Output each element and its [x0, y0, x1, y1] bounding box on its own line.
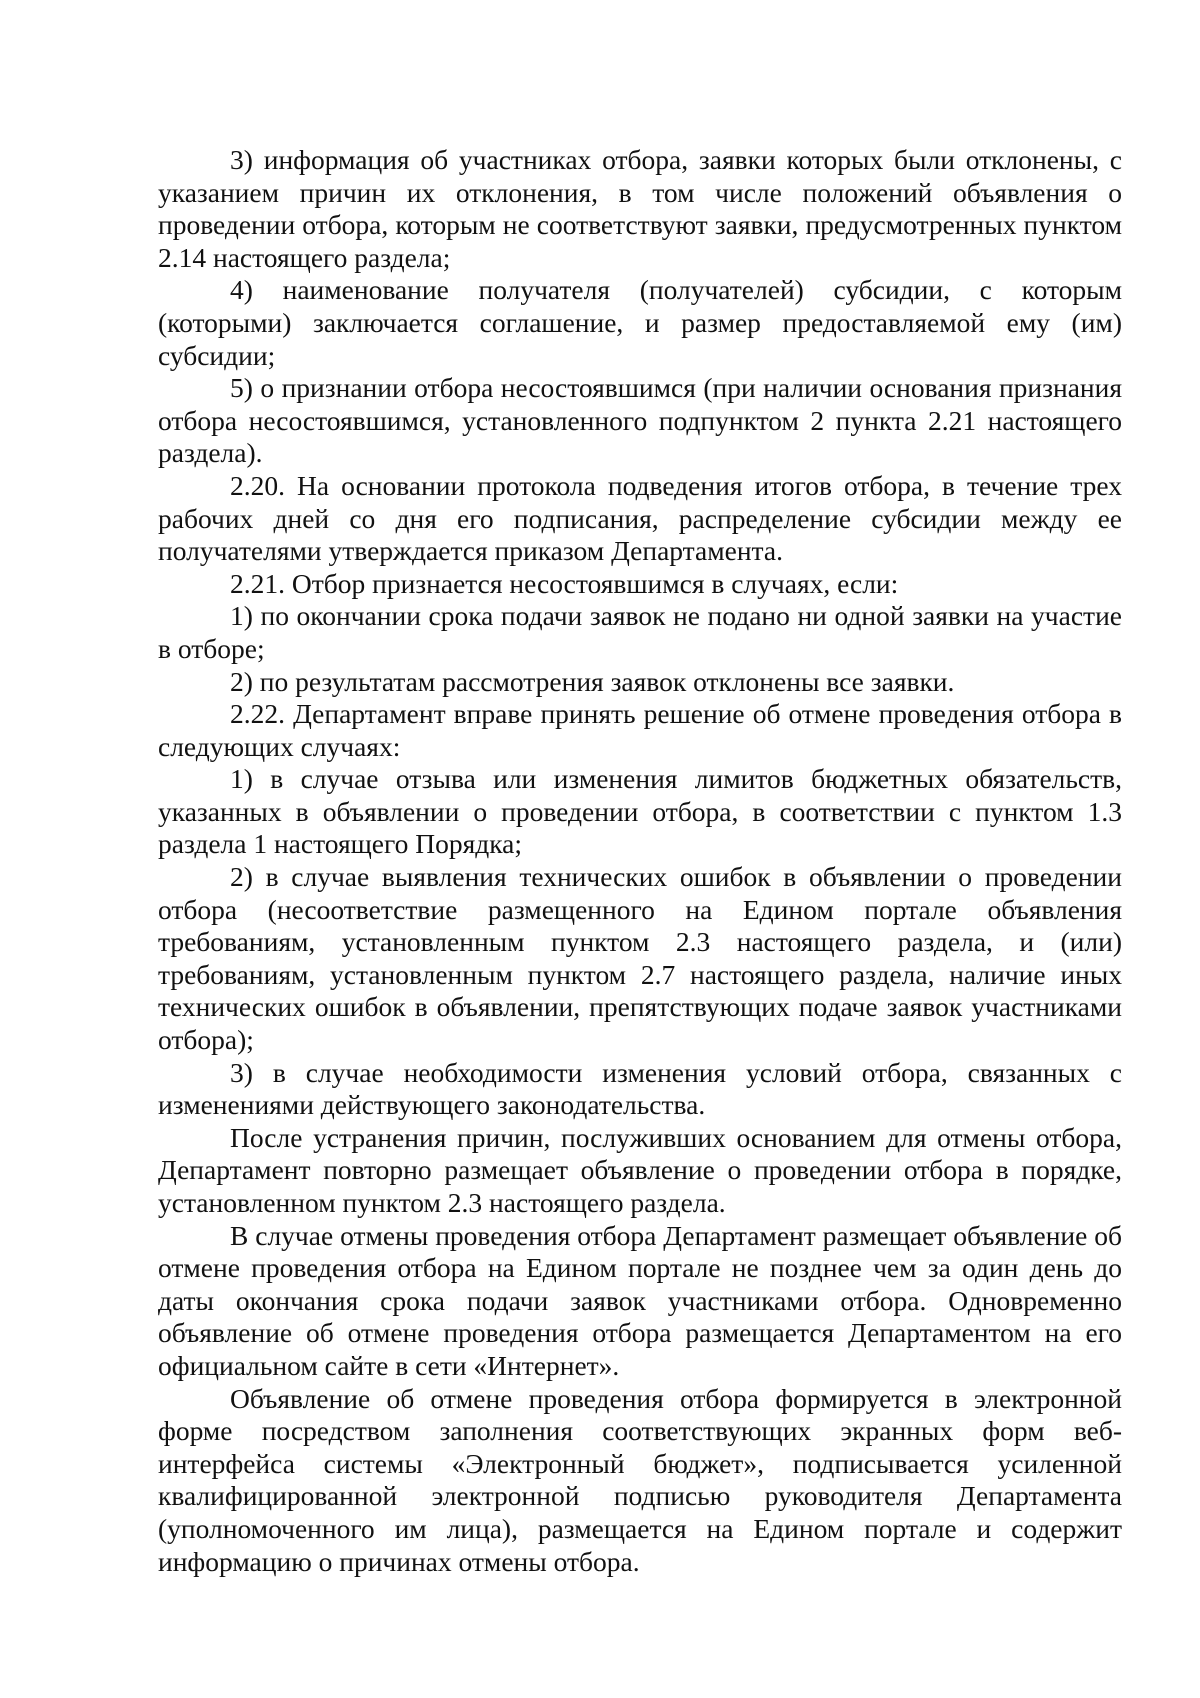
paragraph: 4) наименование получателя (получателей) субсидии, с которым (которыми) заключается соглашение, и размер предоставляемой ему (им) субсидии; — [158, 274, 1122, 371]
paragraph: В случае отмены проведения отбора Департамент размещает объявление об отмене проведения отбора на Едином портале не позднее чем за один день до даты окончания срока подачи заявок участниками отбора. Одновременно объявление об отмене проведения отбора размещается Департаментом на его официальном сайте в сети «Интернет». — [158, 1219, 1122, 1381]
paragraph: 3) в случае необходимости изменения условий отбора, связанных с изменениями действующего законодательства. — [158, 1056, 1122, 1121]
paragraph: 1) по окончании срока подачи заявок не подано ни одной заявки на участие в отборе; — [158, 600, 1122, 664]
paragraph: После устранения причин, послуживших основанием для отмены отбора, Департамент повторно размещает объявление о проведении отбора в порядке, установленном пунктом 2.3 настоящего раздела. — [158, 1121, 1122, 1218]
paragraph: 2.21. Отбор признается несостоявшимся в случаях, если: — [230, 567, 899, 599]
paragraph: Объявление об отмене проведения отбора формируется в электронной форме посредством заполнения соответствующих экранных форм веб-интерфейса системы «Электронный бюджет», подписывается усиленной квалифицированной электронной подписью руководителя Департамента (уполномоченного им лица), размещается на Едином портале и содержит информацию о причинах отмены отбора. — [158, 1382, 1122, 1577]
paragraph: 2.22. Департамент вправе принять решение об отмене проведения отбора в следующих случаях: — [158, 698, 1122, 762]
paragraph: 2) в случае выявления технических ошибок в объявлении о проведении отбора (несоответствие размещенного на Едином портале объявления требованиям, установленным пунктом 2.3 настоящего раздела, и (или) требованиям, установленным пунктом 2.7 настоящего раздела, наличие иных технических ошибок в объявлении, препятствующих подаче заявок участниками отбора); — [158, 861, 1122, 1056]
paragraph: 1) в случае отзыва или изменения лимитов бюджетных обязательств, указанных в объявлении о проведении отбора, в соответствии с пунктом 1.3 раздела 1 настоящего Порядка; — [158, 763, 1122, 860]
paragraph: 2) по результатам рассмотрения заявок отклонены все заявки. — [230, 665, 955, 697]
paragraph: 3) информация об участниках отбора, заявки которых были отклонены, с указанием причин их отклонения, в том числе положений объявления о проведении отбора, которым не соответствуют заявки, предусмотренных пунктом 2.14 настоящего раздела; — [158, 144, 1122, 273]
paragraph: 2.20. На основании протокола подведения итогов отбора, в течение трех рабочих дней со дня его подписания, распределение субсидии между ее получателями утверждается приказом Департамента. — [158, 469, 1122, 567]
document-body — [158, 144, 1122, 1578]
paragraph: 5) о признании отбора несостоявшимся (при наличии основания признания отбора несостоявшимся, установленного подпунктом 2 пункта 2.21 настоящего раздела). — [158, 372, 1122, 469]
